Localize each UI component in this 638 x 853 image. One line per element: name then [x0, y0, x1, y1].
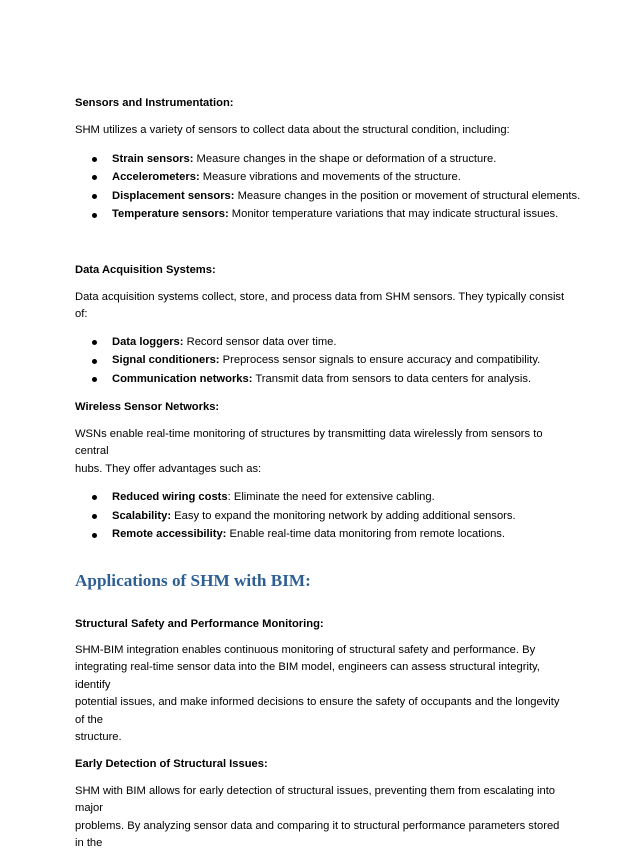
bullet-icon [92, 533, 97, 538]
list-term: Displacement sensors: [112, 189, 235, 202]
bullet-icon [92, 359, 97, 364]
list-text: Easy to expand the monitoring network by adding additional sensors. [171, 509, 516, 522]
list-item [75, 187, 581, 206]
daq-intro: Data acquisition systems collect, store, and process data from SHM sensors. They typically consist of: [75, 290, 565, 321]
bullet-icon [92, 175, 97, 180]
paragraph-line: structure. [75, 731, 122, 744]
list-item [75, 205, 565, 224]
paragraph-line: integrating real-time sensor data into the BIM model, engineers can assess structural integrity, identify [75, 661, 540, 691]
list-text: Record sensor data over time. [183, 335, 337, 348]
list-term: Remote accessibility: [112, 528, 227, 541]
list-term: Signal conditioners: [112, 354, 220, 367]
list-text: Measure changes in the position or movement of structural elements. [234, 189, 581, 202]
bullet-icon [92, 213, 97, 218]
bullet-icon [92, 340, 97, 345]
list-term: Accelerometers: [112, 171, 200, 184]
list-item [75, 525, 565, 544]
wsn-heading: Wireless Sensor Networks: [75, 400, 220, 413]
bullet-icon [92, 514, 97, 519]
wsn-intro-line-1: WSNs enable real-time monitoring of structures by transmitting data wirelessly from sensors to central [75, 427, 543, 458]
daq-heading: Data Acquisition Systems: [75, 263, 216, 276]
sensors-intro: SHM utilizes a variety of sensors to collect data about the structural condition, including: [75, 124, 510, 136]
sensors-list [75, 150, 581, 224]
bullet-icon [92, 377, 97, 382]
bullet-icon [92, 495, 97, 500]
list-text: Transmit data from sensors to data centers for analysis. [252, 373, 532, 386]
list-item [75, 333, 565, 352]
list-term: Communication networks: [112, 373, 253, 386]
list-term: Scalability: [112, 509, 172, 522]
document-content [75, 95, 581, 853]
applications-title: Applications of SHM with BIM: [75, 570, 311, 590]
list-text: Preprocess sensor signals to ensure accuracy and compatibility. [219, 354, 541, 367]
paragraph-line: SHM-BIM integration enables continuous monitoring of structural safety and performance. By [75, 643, 536, 656]
list-item [75, 351, 565, 370]
wsn-intro-line-2: hubs. They offer advantages such as: [75, 462, 262, 475]
list-text: : Eliminate the need for extensive cabling. [227, 491, 435, 504]
bullet-icon [92, 157, 97, 162]
list-text: Monitor temperature variations that may indicate structural issues. [228, 208, 559, 221]
list-item [75, 507, 565, 526]
list-text: Measure vibrations and movements of the structure. [199, 171, 461, 184]
list-item [75, 488, 565, 507]
safety-heading: Structural Safety and Performance Monitoring: [75, 617, 324, 630]
list-term: Strain sensors: [112, 152, 194, 165]
daq-list [75, 333, 565, 389]
paragraph-line: problems. By analyzing sensor data and comparing it to structural performance parameters stored in the [75, 819, 560, 850]
list-text: Measure changes in the shape or deformation of a structure. [193, 152, 497, 165]
list-item [75, 168, 565, 187]
list-item [75, 150, 565, 169]
sensors-heading: Sensors and Instrumentation: [75, 97, 234, 109]
wsn-list [75, 488, 565, 544]
early-detection-paragraph [75, 783, 565, 853]
bullet-icon [92, 194, 97, 199]
list-term: Reduced wiring costs [112, 491, 228, 504]
early-detection-heading: Early Detection of Structural Issues: [75, 757, 268, 770]
list-term: Temperature sensors: [112, 208, 229, 221]
list-item [75, 370, 565, 389]
list-term: Data loggers: [112, 335, 184, 348]
safety-paragraph [75, 642, 565, 747]
paragraph-line: SHM with BIM allows for early detection of structural issues, preventing them from escalating into major [75, 784, 556, 815]
paragraph-line: potential issues, and make informed decisions to ensure the safety of occupants and the longevity of the [75, 696, 560, 726]
list-text: Enable real-time data monitoring from remote locations. [226, 528, 505, 541]
